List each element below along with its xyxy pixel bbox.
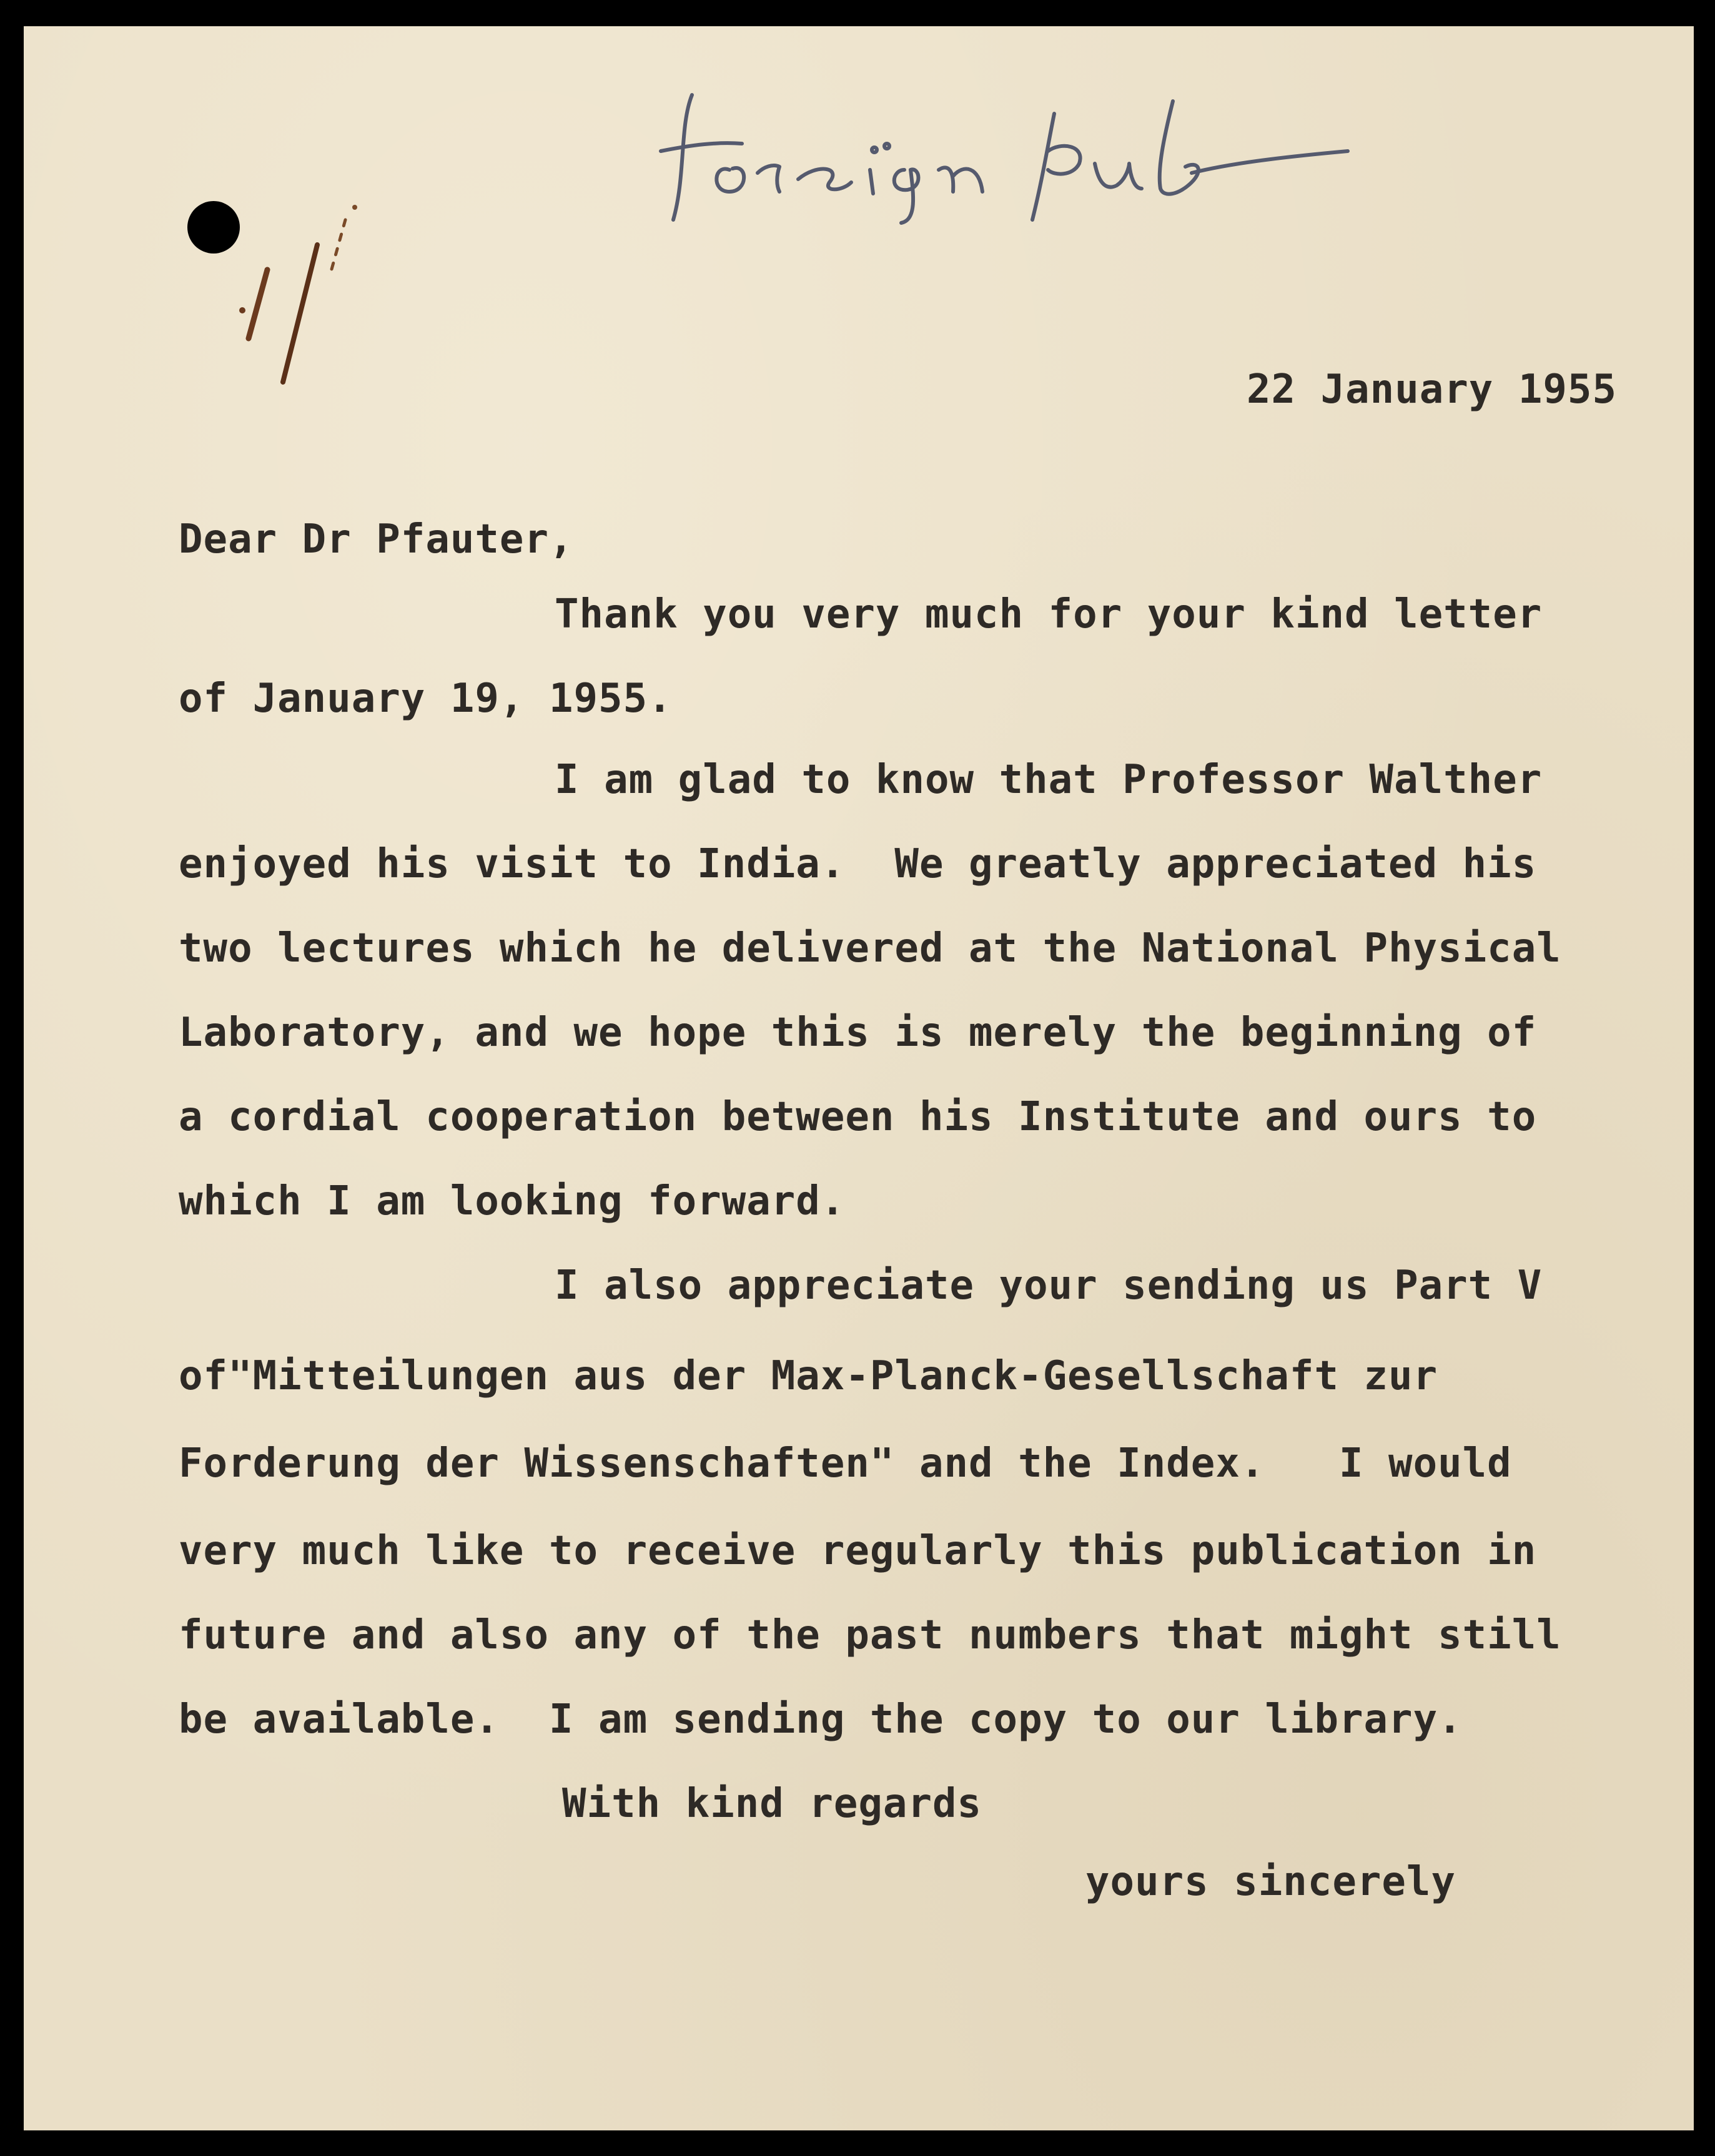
- closing: With kind regards: [562, 1781, 982, 1827]
- letter-date: 22 January 1955: [1247, 367, 1617, 413]
- handwritten-note-text: [673, 114, 1225, 222]
- paragraph-2-line-6: which I am looking forward.: [179, 1178, 846, 1224]
- paragraph-3-line-4: very much like to receive regularly this publication in: [179, 1528, 1537, 1574]
- paragraph-1-line-1: Thank you very much for your kind letter: [555, 591, 1543, 637]
- paragraph-2-line-3: two lectures which he delivered at the National Physical: [179, 925, 1561, 972]
- paragraph-2-line-2: enjoyed his visit to India. We greatly appreciated his: [179, 841, 1537, 887]
- paragraph-2-line-4: Laboratory, and we hope this is merely the beginning of: [179, 1010, 1537, 1056]
- paragraph-2-line-5: a cordial cooperation between his Institute and ours to: [179, 1094, 1537, 1140]
- letter-page: [24, 26, 1694, 2130]
- signoff: yours sincerely: [1085, 1859, 1456, 1905]
- paragraph-3-line-1: I also appreciate your sending us Part V: [555, 1263, 1543, 1309]
- paragraph-3-line-6: be available. I am sending the copy to our library.: [179, 1696, 1463, 1743]
- paragraph-3-line-2: of"Mitteilungen aus der Max-Planck-Gesellschaft zur: [179, 1353, 1438, 1399]
- paragraph-1-line-2: of January 19, 1955.: [179, 676, 673, 722]
- paragraph-3-line-3: Forderung der Wissenschaften" and the Index. I would: [179, 1440, 1512, 1487]
- paragraph-2-line-1: I am glad to know that Professor Walther: [555, 757, 1543, 803]
- staple-rust-marks: [224, 195, 386, 401]
- paragraph-3-line-5: future and also any of the past numbers that might still: [179, 1612, 1561, 1658]
- salutation: Dear Dr Pfauter,: [179, 516, 574, 563]
